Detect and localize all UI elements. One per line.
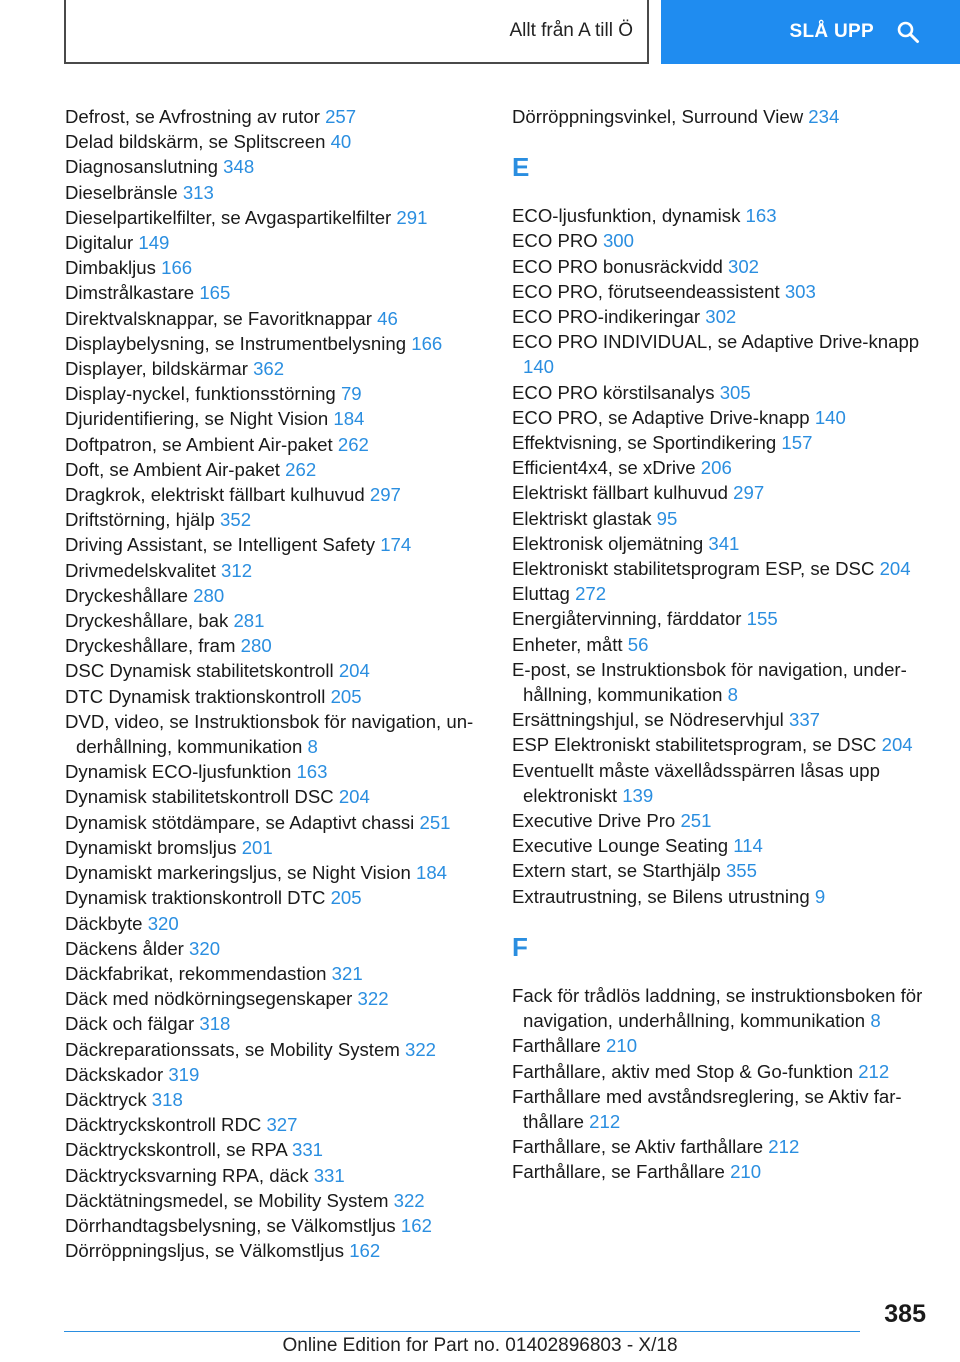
index-entry [65,936,485,961]
index-entry [65,255,485,280]
page-link[interactable]: 337 [788,709,821,731]
index-entry-text: Farthållare med avståndsreglering, se Aktiv farthållare [512,1085,902,1132]
page-link[interactable]: 341 [708,532,740,554]
index-entry-text: Däcktätningsmedel, se Mobility System [65,1189,389,1211]
page-link[interactable]: 280 [240,635,272,657]
index-entry-text: ECO PRO-indikeringar [512,306,701,328]
page-link[interactable]: 257 [325,106,357,127]
page-link[interactable]: 40 [330,131,352,153]
index-column-right [512,104,932,1185]
index-entry-text: Farthållare, se Aktiv farthållare [512,1136,764,1158]
index-entry [65,633,485,658]
page-link[interactable]: 204 [338,660,370,682]
page-link[interactable]: 212 [858,1060,890,1082]
index-entry [512,279,932,304]
page-link[interactable]: 149 [138,232,170,254]
page-link[interactable]: 204 [879,558,911,580]
index-entry-text: Dryckeshållare, fram [65,635,236,657]
index-entry [65,885,485,910]
index-entry [65,911,485,936]
index-entry-text: Dörrhandtagsbelysning, se Välkomstljus [65,1214,396,1236]
page-link[interactable]: 206 [700,457,732,479]
index-list-d [65,104,485,1263]
index-entry-text: Fack för trådlös laddning, se instruktionsboken för navigation, underhållning, kommunikation [512,984,923,1032]
index-list-f [512,983,932,1185]
section-letter-f: F [512,931,528,962]
page-link[interactable]: 280 [193,584,225,606]
index-entry [65,129,485,154]
index-entry-text: Dieselbränsle [65,181,178,203]
index-entry [65,784,485,809]
page-link[interactable]: 312 [221,559,253,581]
index-entry [512,104,932,129]
index-entry [65,1188,485,1213]
index-entry-text: Extern start, se Starthjälp [512,860,721,882]
index-entry-text: Elektriskt fällbart kulhuvud [512,482,728,504]
index-entry-text: Däck och fälgar [65,1013,195,1035]
page-link[interactable]: 140 [814,406,846,428]
page-link[interactable]: 166 [161,257,193,279]
index-entry-text: Direktvalsknappar, se Favoritknappar [65,307,372,329]
page-link[interactable]: 321 [331,962,363,984]
index-entry-text: Digitalur [65,232,134,254]
index-entry-text: Dörröppningsljus, se Välkomstljus [65,1240,345,1262]
page-link[interactable]: 362 [253,358,285,380]
search-icon [896,20,920,44]
index-entry-text: Eluttag [512,583,570,605]
page-link[interactable]: 272 [575,583,607,605]
index-entry [65,961,485,986]
index-entry [512,707,932,732]
index-entry [65,280,485,305]
index-entry-text: Dimstrålkastare [65,282,195,304]
page-link[interactable]: 210 [606,1035,638,1057]
index-column-left [65,104,485,1263]
index-entry [512,304,932,329]
page-link[interactable]: 205 [330,685,362,707]
index-entry-text: Defrost, se Avfrostning av rutor [65,106,320,127]
index-entry-text: Djuridentifiering, se Night Vision [65,408,329,430]
page-link[interactable]: 251 [680,810,712,832]
index-entry-text: Effektvisning, se Sportindikering [512,432,777,454]
page-link[interactable]: 302 [705,306,737,328]
index-entry [65,507,485,532]
page-link[interactable]: 331 [313,1164,345,1186]
page-link[interactable]: 212 [768,1136,800,1158]
index-entry [512,531,932,556]
page-link[interactable]: 155 [746,608,778,630]
index-entry [512,758,932,808]
index-entry-text: Displaybelysning, se Instrumentbelysning [65,332,407,354]
index-entry-text: Drivmedelskvalitet [65,559,216,581]
footer-edition-text: Online Edition for Part no. 01402896803 - X/18 [282,1335,678,1356]
index-entry [65,532,485,557]
page-link[interactable]: 291 [396,206,428,228]
index-entry-text: Driving Assistant, se Intelligent Safety [65,534,376,556]
index-entry-text: Eventuellt måste växellådsspärren låsas upp elektroniskt [512,759,880,806]
index-entry [512,808,932,833]
index-entry-text: Elektriskt glastak [512,507,652,529]
index-entry [65,432,485,457]
index-entry-text: Display-nyckel, funktionsstörning [65,383,336,405]
index-entry [512,430,932,455]
index-entry [512,1059,932,1084]
index-entry [65,684,485,709]
page-link[interactable]: 327 [266,1114,298,1136]
index-entry-text: Dryckeshållare [65,584,188,606]
index-entry-text: Däcktrycksvarning RPA, däck [65,1164,309,1186]
index-entry-text: Däckens ålder [65,937,184,959]
index-list-d-continued [512,104,932,129]
page-link[interactable]: 184 [416,862,448,884]
page-link[interactable]: 56 [627,633,649,655]
index-entry [65,759,485,784]
index-entry [512,858,932,883]
index-entry-text: Dynamisk traktionskontroll DTC [65,887,326,909]
index-entry [65,1037,485,1062]
page-link[interactable]: 157 [781,432,813,454]
index-entry-text: Däckreparationssats, se Mobility System [65,1038,400,1060]
index-entry-text: Dörröppningsvinkel, Surround View [512,106,804,127]
page-link[interactable]: 262 [337,433,369,455]
page-link[interactable]: 162 [400,1214,432,1236]
index-entry-text: Elektronisk oljemätning [512,532,704,554]
index-entry-text: Delad bildskärm, se Splitscreen [65,131,326,153]
index-entry [512,632,932,657]
index-entry [65,835,485,860]
page-link[interactable]: 348 [223,156,255,178]
index-entry-text: Extrautrustning, se Bilens utrustning [512,885,810,907]
index-entry-text: Diagnosanslutning [65,156,218,178]
index-entry-text: Däckfabrikat, rekommendastion [65,962,327,984]
index-entry [65,406,485,431]
index-entry [65,1163,485,1188]
page-link[interactable]: 114 [733,835,763,857]
search-button-label: SLÅ UPP [789,21,874,42]
page-link[interactable]: 319 [168,1063,200,1085]
page-link[interactable]: 184 [333,408,365,430]
index-entry [65,1137,485,1162]
page-link[interactable]: 322 [393,1189,425,1211]
index-entry [512,380,932,405]
index-entry-text: Däcktryck [65,1088,147,1110]
index-entry [65,810,485,835]
index-entry-text: ECO PRO körstilsanalys [512,381,715,403]
index-entry-text: Dryckeshållare, bak [65,610,229,632]
index-entry [65,583,485,608]
index-entry [65,356,485,381]
search-button[interactable] [661,0,960,64]
page-link[interactable]: 322 [404,1038,437,1060]
page-link[interactable]: 139 [622,784,654,806]
index-entry-text: ECO-ljusfunktion, dynamisk [512,205,741,227]
page-link[interactable]: 262 [285,458,317,480]
page-link[interactable]: 297 [369,484,401,506]
page-link[interactable]: 313 [182,181,214,203]
index-entry-text: DSC Dynamisk stabilitetskontroll [65,660,334,682]
index-entry-text: ECO PRO bonusräckvidd [512,255,723,277]
page-link[interactable]: 234 [808,106,840,127]
index-entry [65,608,485,633]
index-entry [65,860,485,885]
index-entry [512,1134,932,1159]
page-link[interactable]: 300 [602,230,634,252]
footer-divider [64,1331,860,1332]
index-entry [65,1011,485,1036]
index-entry-text: Executive Lounge Seating [512,835,729,857]
index-entry [65,180,485,205]
index-entry-text: ESP Elektroniskt stabilitetsprogram, se DSC [512,734,877,756]
index-entry-text: Dynamiskt markeringsljus, se Night Vision [65,862,411,884]
page-link[interactable]: 352 [220,509,252,531]
page-link[interactable]: 318 [199,1013,231,1035]
page-link[interactable]: 95 [656,507,678,529]
index-entry [65,1213,485,1238]
index-entry [512,884,932,909]
index-entry [65,205,485,230]
index-entry [65,104,485,129]
index-entry [512,455,932,480]
page-link[interactable]: 355 [725,860,757,882]
index-entry [512,254,932,279]
page-link[interactable]: 281 [233,610,265,632]
index-entry [65,306,485,331]
page-link[interactable]: 318 [151,1088,183,1110]
index-entry [65,457,485,482]
page-link[interactable]: 320 [147,912,179,934]
page-link[interactable]: 166 [411,332,443,354]
page-link[interactable]: 162 [349,1240,381,1262]
index-entry-text: Enheter, mått [512,633,623,655]
index-entry [512,329,932,379]
index-entry-text: Doft, se Ambient Air-paket [65,458,280,480]
page-link[interactable]: 331 [291,1139,324,1161]
index-entry-text: Dynamisk ECO-ljusfunktion [65,761,292,783]
index-entry [512,1033,932,1058]
page-link[interactable]: 303 [784,280,816,302]
index-entry-text: E-post, se Instruktionsbok för navigation, underhållning, kommunikation [512,658,907,706]
page-link[interactable]: 205 [330,887,362,909]
index-entry-text: Dynamiskt bromsljus [65,836,237,858]
page-link[interactable]: 210 [730,1161,762,1183]
index-entry [65,331,485,356]
index-entry-text: Elektroniskt stabilitetsprogram ESP, se DSC [512,558,875,580]
index-entry-text: Farthållare [512,1035,601,1057]
page-link[interactable]: 297 [733,482,765,504]
index-entry [512,732,932,757]
page-link[interactable]: 322 [357,988,389,1010]
page-link[interactable]: 163 [745,205,777,227]
index-entry-text: Däcktryckskontroll RDC [65,1114,262,1136]
index-entry [512,228,932,253]
index-entry [65,1062,485,1087]
index-entry-text: DVD, video, se Instruktionsbok för navigation, underhållning, kommunikation [65,710,474,758]
page-number: 385 [884,1300,926,1328]
index-entry-text: Däckbyte [65,912,143,934]
index-entry [65,482,485,507]
index-entry-text: Farthållare, aktiv med Stop & Go-funktion [512,1060,854,1082]
index-entry [65,381,485,406]
index-entry-text: Doftpatron, se Ambient Air-paket [65,433,333,455]
index-entry [512,556,932,581]
index-entry [65,558,485,583]
index-list-e [512,203,932,909]
index-entry-text: ECO PRO INDIVIDUAL, se Adaptive Drive-knapp [512,331,920,353]
page-link[interactable]: 46 [377,307,398,329]
index-entry [65,154,485,179]
page-link[interactable]: 8 [870,1010,881,1032]
index-entry [65,1238,485,1263]
page-link[interactable]: 201 [241,836,273,858]
index-entry [512,657,932,707]
index-entry [65,658,485,683]
index-entry [65,986,485,1011]
page-link[interactable]: 320 [189,937,221,959]
page-link[interactable]: 140 [523,356,555,378]
page-link[interactable]: 8 [727,684,738,706]
index-entry-text: Dieselpartikelfilter, se Avgaspartikelfilter [65,206,392,228]
index-entry-text: Dynamisk stötdämpare, se Adaptivt chassi [65,811,415,833]
index-entry-text: Ersättningshjul, se Nödreservhjul [512,709,784,731]
index-entry [65,1087,485,1112]
index-entry [512,1159,932,1184]
page-link[interactable]: 79 [340,383,362,405]
index-entry-text: Driftstörning, hjälp [65,509,215,531]
index-entry-text: ECO PRO [512,230,598,252]
index-entry [512,833,932,858]
section-letter-e: E [512,152,530,183]
index-entry-text: Farthållare, se Farthållare [512,1161,725,1183]
index-entry [65,709,485,759]
index-entry-text: Displayer, bildskärmar [65,358,248,380]
page-link[interactable]: 165 [199,282,231,304]
index-entry [512,606,932,631]
index-entry-text: Däckskador [65,1063,164,1085]
page-link[interactable]: 305 [719,381,751,403]
index-entry [512,405,932,430]
index-entry-text: Executive Drive Pro [512,810,676,832]
index-entry [512,506,932,531]
page-link[interactable]: 204 [881,734,913,756]
index-entry-text: ECO PRO, förutseendeassistent [512,280,780,302]
index-entry [512,581,932,606]
page-link[interactable]: 9 [814,885,826,907]
index-entry [512,983,932,1033]
index-tab-label: Allt från A till Ö [509,20,633,41]
index-entry [65,230,485,255]
index-tab[interactable] [64,0,649,64]
index-entry-text: ECO PRO, se Adaptive Drive-knapp [512,406,810,428]
page-link[interactable]: 212 [589,1110,621,1132]
index-entry [512,480,932,505]
index-entry-text: DTC Dynamisk traktionskontroll [65,685,326,707]
page-link[interactable]: 251 [419,811,451,833]
page-link[interactable]: 8 [307,736,318,758]
index-entry-text: Dimbakljus [65,257,156,279]
page-link[interactable]: 204 [338,786,370,808]
page-link[interactable]: 302 [728,255,760,277]
index-entry-text: Efficient4x4, se xDrive [512,457,696,479]
index-entry-text: Däcktryckskontroll, se RPA [65,1139,287,1161]
index-entry-text: Dragkrok, elektriskt fällbart kulhuvud [65,484,365,506]
index-entry [512,1084,932,1134]
index-entry-text: Energiåtervinning, färddator [512,608,742,630]
index-entry-text: Däck med nödkörningsegenskaper [65,988,353,1010]
page-link[interactable]: 174 [380,534,412,556]
page-link[interactable]: 163 [296,761,328,783]
index-entry [512,203,932,228]
index-entry [65,1112,485,1137]
index-entry-text: Dynamisk stabilitetskontroll DSC [65,786,334,808]
